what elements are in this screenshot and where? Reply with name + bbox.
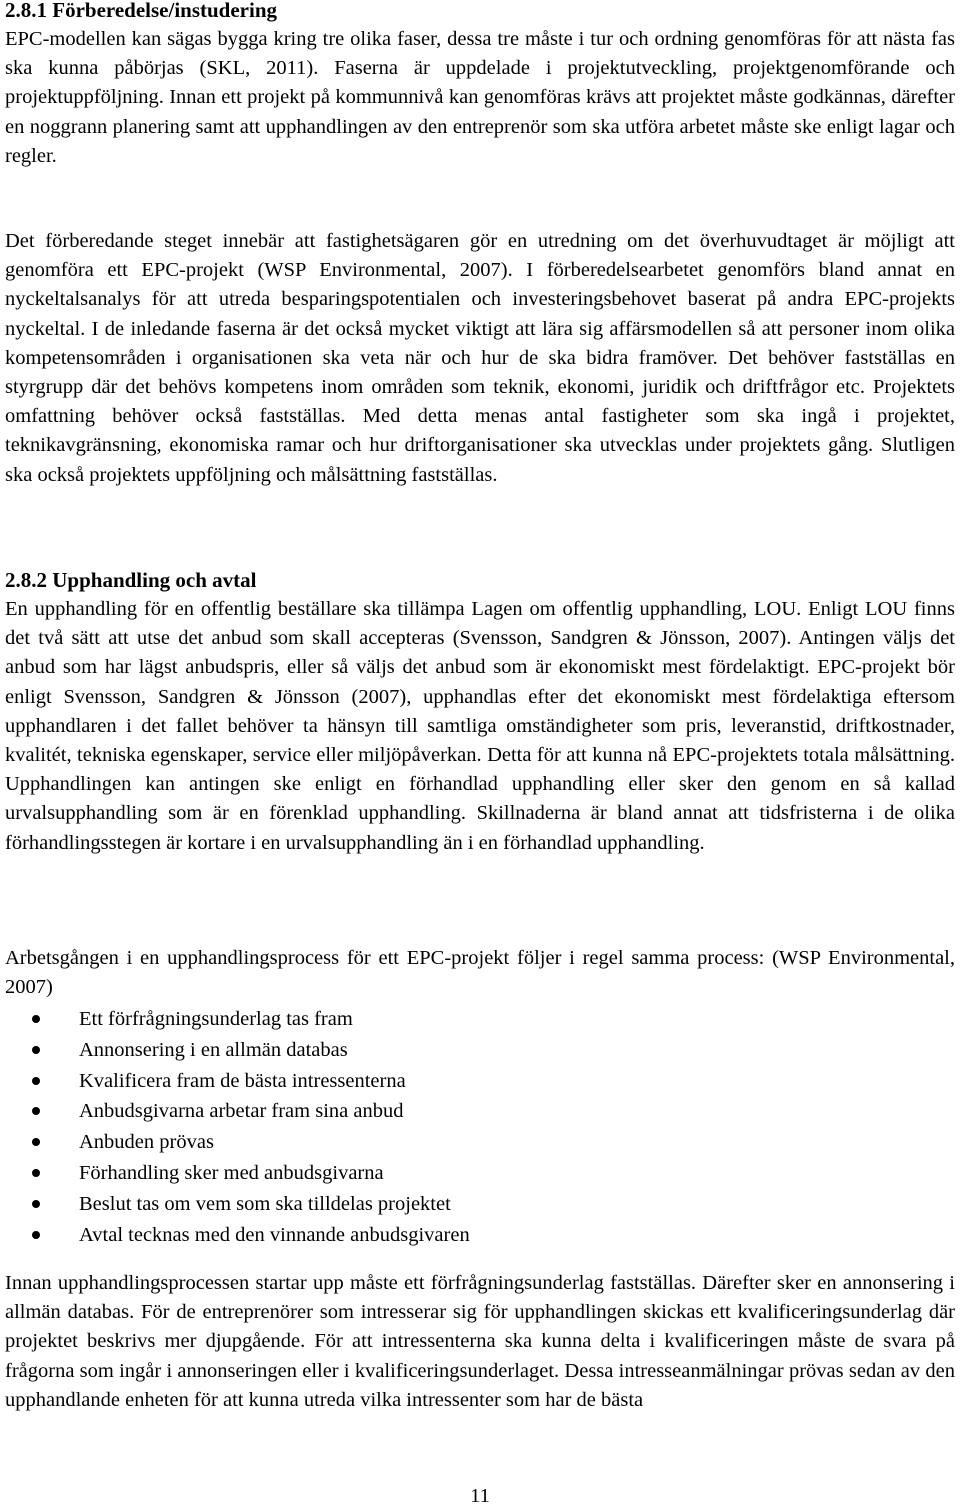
list-item [5,1096,955,1127]
list-item [5,1066,955,1097]
paragraph: EPC-modellen kan sägas bygga kring tre olika faser, dessa tre måste i tur och ordning genomföras för att nästa fas ska kunna påbörjas (SKL, 2011). Faserna är uppdelade i projektutveckling, projektgenomförande och projektuppföljning. Innan ett projekt på kommunnivå kan genomföras krävs att projektet måste godkännas, därefter en noggrann planering samt att upphandlingen av den entreprenör som ska utföra arbetet måste ske enligt lagar och regler. [5,28,955,167]
list-item [5,1035,955,1066]
list-item [5,1004,955,1035]
list-item [5,1189,955,1220]
paragraph: Arbetsgången i en upphandlingsprocess för ett EPC-projekt följer i regel samma process: (WSP Environmental, 2007) [5,947,955,999]
bullet-icon [32,1231,40,1239]
list-item-text: Förhandling sker med anbudsgivarna [79,1161,384,1184]
list-item-text: Anbudsgivarna arbetar fram sina anbud [79,1100,404,1123]
section-heading: 2.8.1 Förberedelse/instudering [5,0,278,22]
process-step-list [5,1004,955,1250]
list-item [5,1158,955,1189]
list-item-text: Beslut tas om vem som ska tilldelas projektet [79,1192,451,1215]
bullet-icon [32,1077,40,1085]
list-item-text: Ett förfrågningsunderlag tas fram [79,1008,353,1030]
paragraph: Innan upphandlingsprocessen startar upp måste ett förfrågningsunderlag fastställas. Därefter sker en annonsering i allmän databas. För de entreprenörer som intresserar sig för upphandlingen skickas ett kvalificeringsunderlag där projektet beskrivs mer djupgående. För att intressenterna ska kunna delta i kvalificeringen måste de svara på frågorna som ingår i annonseringen eller i kvalificeringsunderlaget. Dessa intresseanmälningar prövas sedan av den upphandlande enheten för att kunna utreda vilka intressenter som har de bästa [5,1272,955,1411]
bullet-icon [32,1138,40,1146]
bullet-icon [32,1015,40,1023]
bullet-icon [32,1046,40,1054]
section-heading: 2.8.2 Upphandling och avtal [5,568,257,592]
page-number: 11 [470,1485,490,1507]
section-forberedelse [5,0,955,171]
list-item [5,1220,955,1251]
bullet-icon [32,1107,40,1115]
paragraph: En upphandling för en offentlig beställare ska tillämpa Lagen om offentlig upphandling, LOU. Enligt LOU finns det två sätt att utse det anbud som skall accepteras (Svensson, Sandgren & Jönsson, 2007). Antingen väljs det anbud som har lägst anbudspris, eller så väljs det anbud som är ekonomiskt mest fördelaktigt. EPC-projekt bör enligt Svensson, Sandgren & Jönsson (2007), upphandlas efter det ekonomiskt mest fördelaktiga eftersom upphandlaren i det fallet behöver ta hänsyn till samtliga omständigheter som pris, leveranstid, driftkostnader, kvalitét, tekniska egenskaper, service eller miljöpåverkan. Detta för att kunna nå EPC-projektets totala målsättning. Upphandlingen kan antingen ske enligt en förhandlad upphandling eller sker den genom en så kallad urvalsupphandling som är en förenklad upphandling. Skillnaderna är bland annat att tidsfristerna i de olika förhandlingsstegen är kortare i en urvalsupphandling än i en förhandlad upphandling. [5,598,955,854]
bullet-icon [32,1169,40,1177]
bullet-icon [32,1200,40,1208]
list-item [5,1127,955,1158]
list-item-text: Kvalificera fram de bästa intressenterna [79,1069,406,1092]
list-item-text: Anbuden prövas [79,1131,214,1154]
list-item-text: Avtal tecknas med den vinnande anbudsgivaren [79,1223,470,1246]
paragraph: Det förberedande steget innebär att fastighetsägaren gör en utredning om det överhuvudtaget är möjligt att genomföra ett EPC-projekt (WSP Environmental, 2007). I förberedelsearbetet genomförs bland annat en nyckeltalsanalys för att utreda besparingspotentialen och investeringsbehovet baserat på andra EPC-projekts nyckeltal. I de inledande faserna är det också mycket viktigt att lära sig affärsmodellen så att personer inom olika kompetensområden i organisationen ska veta när och hur de ska bidra framöver. Det behöver fastställas en styrgrupp där det behövs kompetens inom områden som teknik, ekonomi, juridik och driftfrågor etc. Projektets omfattning behöver också fastställas. Med detta menas antal fastigheter som ska ingå i projektet, teknikavgränsning, ekonomiska ramar och hur driftorganisationer ska utvecklas under projektets gång. Slutligen ska också projektets uppföljning och målsättning fastställas. [5,230,955,486]
section-upphandling [5,566,955,858]
list-item-text: Annonsering i en allmän databas [79,1038,348,1061]
